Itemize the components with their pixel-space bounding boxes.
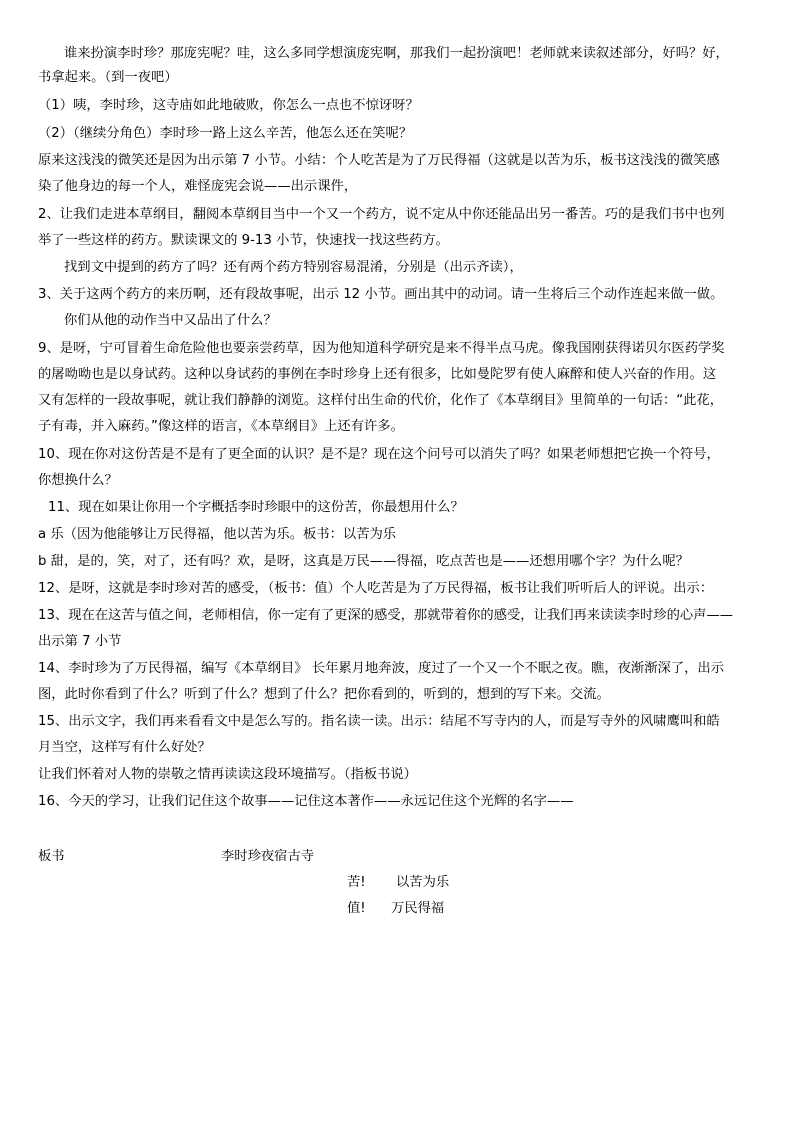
paragraph-line: 又有怎样的一段故事呢，就让我们静静的浏览。这样付出生命的代价，化作了《本草纲目》里简单的一句话：“此花， <box>38 393 724 408</box>
paragraph-line: （1）咦，李时珍，这寺庙如此地破败，你怎么一点也不惊讶呀？ <box>38 98 419 113</box>
paragraph-line: a 乐（因为他能够让万民得福，他以苦为乐。板书：以苦为乐 <box>38 527 397 542</box>
paragraph-line: 14、李时珍为了万民得福，编写《本草纲目》 长年累月地奔波，度过了一个又一个不眠之夜。瞧，夜渐渐深了，出示 <box>38 661 724 676</box>
paragraph-line: 出示第 7 小节 <box>38 634 122 649</box>
board-label: 板书 <box>38 849 65 864</box>
paragraph-line: 12、是呀，这就是李时珍对苦的感受，（板书：值）个人吃苦是为了万民得福，板书让我们听听后人的评说。出示： <box>38 581 714 596</box>
board-key-zhi: 值! <box>347 901 366 916</box>
paragraph-line: 16、今天的学习，让我们记住这个故事——记住这本著作——永远记住这个光辉的名字—— <box>38 794 574 809</box>
paragraph-line: 3、关于这两个药方的来历啊，还有段故事呢，出示 12 小节。画出其中的动词。请一生将后三个动作连起来做一做。 <box>38 287 724 302</box>
paragraph-line: 你们从他的动作当中又品出了什么？ <box>64 313 277 328</box>
paragraph-line: 图，此时你看到了什么？听到了什么？想到了什么？把你看到的，听到的，想到的写下来。交流。 <box>38 687 610 702</box>
paragraph-line: 原来这浅浅的微笑还是因为出示第 7 小节。小结：个人吃苦是为了万民得福（这就是以苦为乐，板书这浅浅的微笑感 <box>38 153 720 168</box>
paragraph-line: 11、现在如果让你用一个字概括李时珍眼中的这份苦，你最想用什么？ <box>48 500 464 515</box>
paragraph-line: 书拿起来。（到一夜吧） <box>38 70 178 85</box>
paragraph-line: 子有毒，并入麻药。”像这样的语言，《本草纲目》上还有许多。 <box>38 419 404 434</box>
paragraph-line: b 甜，是的，笑，对了，还有吗？欢，是呀，这真是万民——得福，吃点苦也是——还想用哪个字？为什么呢？ <box>38 554 689 569</box>
paragraph-line: 2、让我们走进本草纲目，翻阅本草纲目当中一个又一个药方，说不定从中你还能品出另一番苦。巧的是我们书中也列 <box>38 207 725 222</box>
paragraph-line: 举了一些这样的药方。默读课文的 9-13 小节，快速找一找这些药方。 <box>38 233 449 248</box>
paragraph-line: 15、出示文字，我们再来看看文中是怎么写的。指名读一读。出示：结尾不写寺内的人，而是写寺外的风啸鹰叫和皓 <box>38 714 720 729</box>
paragraph-line: （2）（继续分角色）李时珍一路上这么辛苦，他怎么还在笑呢？ <box>38 126 413 141</box>
paragraph-line: 月当空，这样写有什么好处？ <box>38 740 211 755</box>
paragraph-line: 13、现在在这苦与值之间，老师相信，你一定有了更深的感受，那就带着你的感受，让我们再来读读李时珍的心声—— <box>38 608 734 623</box>
paragraph-line: 的屠呦呦也是以身试药。这种以身试药的事例在李时珍身上还有很多，比如曼陀罗有使人麻醉和使人兴奋的作用。这 <box>38 367 717 382</box>
paragraph-line: 找到文中提到的药方了吗？还有两个药方特别容易混淆，分别是（出示齐读）， <box>64 260 523 275</box>
paragraph-line: 让我们怀着对人物的崇敬之情再读读这段环境描写。（指板书说） <box>38 767 417 782</box>
board-value-ku: 以苦为乐 <box>396 875 450 890</box>
board-title: 李时珍夜宿古寺 <box>221 849 315 864</box>
paragraph-line: 谁来扮演李时珍？那庞宪呢？哇，这么多同学想演庞宪啊，那我们一起扮演吧！老师就来读叙述部分，好吗？好， <box>64 46 729 61</box>
board-key-ku: 苦! <box>347 875 366 890</box>
paragraph-line: 9、是呀，宁可冒着生命危险他也要亲尝药草，因为他知道科学研究是来不得半点马虎。像我国刚获得诺贝尔医药学奖 <box>38 341 725 356</box>
paragraph-line: 你想换什么？ <box>38 473 118 488</box>
paragraph-line: 染了他身边的每一个人，难怪庞宪会说——出示课件， <box>38 179 358 194</box>
board-value-zhi: 万民得福 <box>391 901 445 916</box>
paragraph-line: 10、现在你对这份苦是不是有了更全面的认识？是不是？现在这个问号可以消失了吗？如果老师想把它换一个符号， <box>38 447 720 462</box>
